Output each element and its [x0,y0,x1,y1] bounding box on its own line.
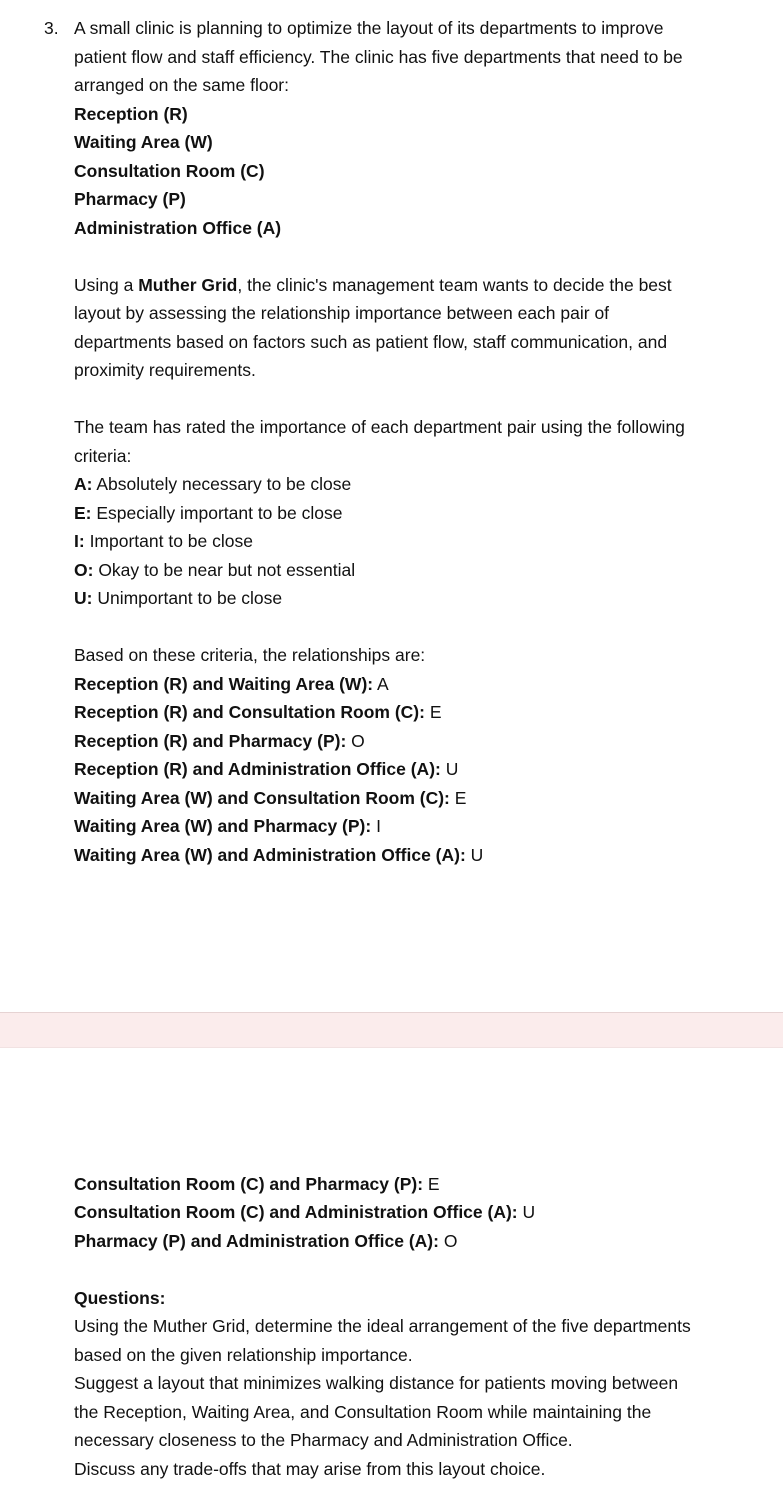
department-waiting-area: Waiting Area (W) [74,132,213,152]
muther-line-2: layout by assessing the relationship importance between each pair of [74,303,610,323]
document-page-2 [0,1046,783,1507]
relationship-item: Consultation Room (C) and Administration Office (A): U [74,1202,536,1222]
department-reception: Reception (R) [74,104,188,124]
question-line-3: Suggest a layout that minimizes walking distance for patients moving between [74,1373,679,1393]
question-line-2: based on the given relationship importance. [74,1345,413,1365]
relationship-item: Waiting Area (W) and Administration Office (A): U [74,845,484,865]
question-line-4: the Reception, Waiting Area, and Consultation Room while maintaining the [74,1402,652,1422]
criteria-item: A: Absolutely necessary to be close [74,474,352,494]
question-number: 3. [44,18,59,38]
relationship-item: Waiting Area (W) and Pharmacy (P): I [74,816,381,836]
relationship-item: Reception (R) and Waiting Area (W): A [74,674,389,694]
criteria-item: I: Important to be close [74,531,253,551]
criteria-item: O: Okay to be near but not essential [74,560,356,580]
muther-line-1: Using a Muther Grid, the clinic's management team wants to decide the best [74,275,672,295]
criteria-item: E: Especially important to be close [74,503,343,523]
relationship-item: Consultation Room (C) and Pharmacy (P): E [74,1174,440,1194]
relationship-item: Pharmacy (P) and Administration Office (A): O [74,1231,458,1251]
relationship-item: Reception (R) and Administration Office (A): U [74,759,459,779]
relationship-item: Reception (R) and Consultation Room (C): E [74,702,442,722]
muther-grid-term: Muther Grid [138,275,238,295]
muther-line-3: departments based on factors such as patient flow, staff communication, and [74,332,668,352]
question-line-6: Discuss any trade-offs that may arise from this layout choice. [74,1459,546,1479]
criteria-item: U: Unimportant to be close [74,588,283,608]
criteria-intro-line-2: criteria: [74,446,132,466]
relationship-item: Reception (R) and Pharmacy (P): O [74,731,365,751]
muther-line-4: proximity requirements. [74,360,256,380]
question-line-1: Using the Muther Grid, determine the ideal arrangement of the five departments [74,1316,691,1336]
department-consultation-room: Consultation Room (C) [74,161,265,181]
relationships-intro: Based on these criteria, the relationships are: [74,645,426,665]
department-administration: Administration Office (A) [74,218,282,238]
intro-line-2: patient flow and staff efficiency. The clinic has five departments that need to be [74,47,683,67]
question-line-5: necessary closeness to the Pharmacy and Administration Office. [74,1430,573,1450]
page-break [0,1012,783,1048]
intro-line-3: arranged on the same floor: [74,75,289,95]
intro-line-1: A small clinic is planning to optimize the layout of its departments to improve [74,18,664,38]
relationship-item: Waiting Area (W) and Consultation Room (C): E [74,788,467,808]
questions-heading: Questions: [74,1288,166,1308]
criteria-intro-line-1: The team has rated the importance of each department pair using the following [74,417,685,437]
department-pharmacy: Pharmacy (P) [74,189,186,209]
